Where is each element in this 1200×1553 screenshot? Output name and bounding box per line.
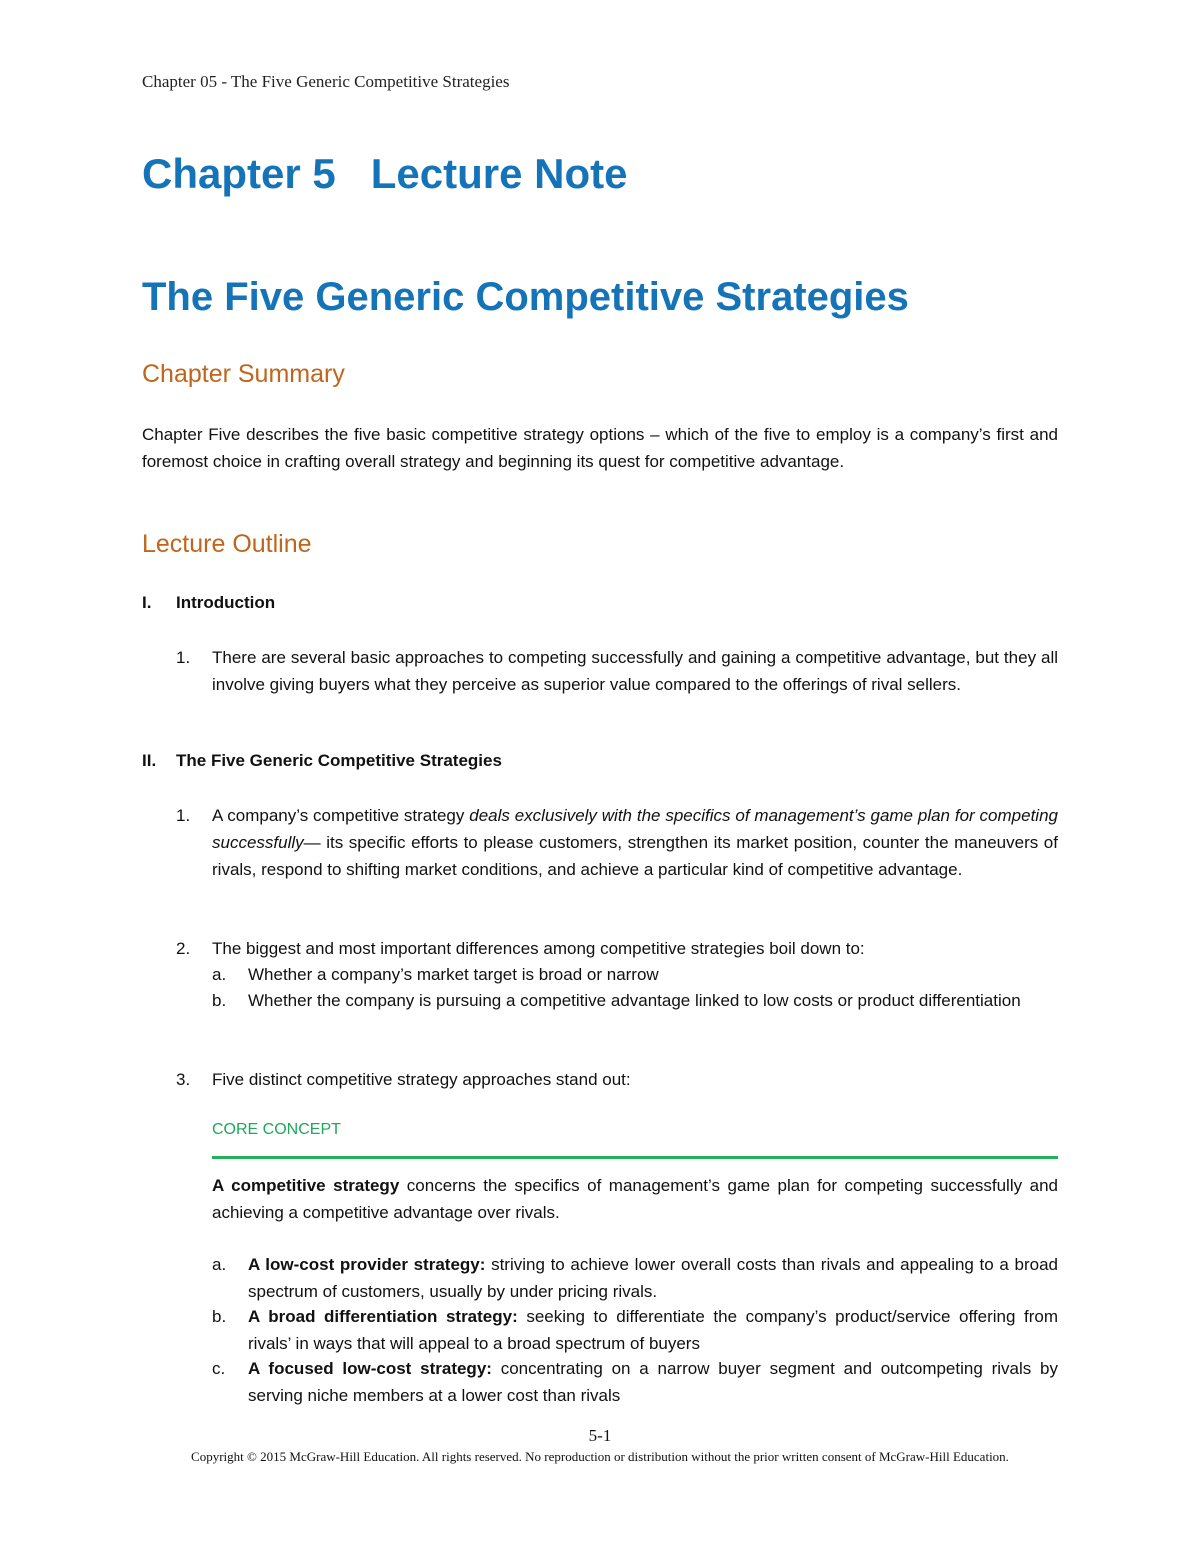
- strategy-item: [212, 1355, 1058, 1409]
- summary-paragraph: Chapter Five describes the five basic competitive strategy options – which of the five to employ is a company’s first and foremost choice in crafting overall strategy and beginning its quest for competitive advantage.: [142, 425, 1058, 471]
- sub-list-item: [212, 961, 1058, 988]
- section-title: The Five Generic Competitive Strategies: [176, 751, 502, 770]
- sub-list-item: [212, 987, 1058, 1014]
- section-number: II.: [142, 751, 157, 770]
- list-letter: a.: [212, 965, 227, 984]
- core-concept-label: CORE CONCEPT: [212, 1121, 341, 1138]
- core-concept-definition: concerns the specifics of management’s game plan for competing successfully and achieving a competitive advantage over rivals.: [212, 1176, 1058, 1222]
- list-letter: b.: [212, 991, 227, 1010]
- core-concept-divider: [212, 1156, 1058, 1159]
- core-concept-text: [212, 1172, 1058, 1226]
- list-item-text: There are several basic approaches to competing successfully and gaining a competitive advantage, but they all involve giving buyers what they perceive as superior value compared to the offerings of rival sellers.: [212, 648, 1058, 694]
- section-introduction: [142, 593, 275, 613]
- section-number: I.: [142, 593, 152, 612]
- list-item: [176, 935, 1058, 962]
- section-title: Introduction: [176, 593, 276, 612]
- emphasis-text: deals exclusively with the specifics of management’s game plan for competing successfully: [212, 806, 1058, 852]
- strategy-name: A low-cost provider strategy:: [248, 1255, 486, 1274]
- list-item-text: The biggest and most important differences among competitive strategies boil down to:: [212, 939, 865, 958]
- list-number: 3.: [176, 1070, 191, 1089]
- running-header: Chapter 05 - The Five Generic Competitive Strategies: [142, 72, 510, 91]
- copyright-notice: Copyright © 2015 McGraw-Hill Education. All rights reserved. No reproduction or distribution without the prior written consent of McGraw-Hill Education.: [191, 1449, 1009, 1464]
- strategy-description: striving to achieve lower overall costs than rivals and appealing to a broad spectrum of customers, usually by under pricing rivals.: [248, 1255, 1058, 1301]
- outline-heading: Lecture Outline: [142, 530, 312, 558]
- strategy-item: [212, 1303, 1058, 1357]
- list-item-text: Whether the company is pursuing a competitive advantage linked to low costs or product differentiation: [248, 991, 1021, 1010]
- summary-heading: Chapter Summary: [142, 360, 345, 388]
- list-item-text: — its specific efforts to please customers, strengthen its market position, counter the maneuvers of rivals, respond to shifting market conditions, and achieve a particular kind of competitive advantage.: [212, 833, 1058, 879]
- strategy-description: seeking to differentiate the company’s product/service offering from rivals’ in ways that will appeal to a broad spectrum of buyers: [248, 1307, 1058, 1353]
- chapter-heading: Chapter 5 Lecture Note: [142, 150, 628, 197]
- list-item-text: A company’s competitive strategy: [212, 806, 470, 825]
- list-number: 1.: [176, 806, 191, 825]
- list-number: 1.: [176, 648, 191, 667]
- list-item-text: Five distinct competitive strategy approaches stand out:: [212, 1070, 631, 1089]
- section-five-strategies: [142, 751, 502, 771]
- list-item: [176, 1066, 1058, 1093]
- page-title: The Five Generic Competitive Strategies: [142, 275, 909, 319]
- list-item-text: Whether a company’s market target is broad or narrow: [248, 965, 659, 984]
- list-letter: b.: [212, 1307, 227, 1326]
- strategy-description: concentrating on a narrow buyer segment and outcompeting rivals by serving niche members at a lower cost than rivals: [248, 1359, 1058, 1405]
- strategy-name: A broad differentiation strategy:: [248, 1307, 518, 1326]
- list-item: [176, 644, 1058, 698]
- core-concept-term: A competitive strategy: [212, 1176, 400, 1195]
- list-letter: c.: [212, 1359, 226, 1378]
- strategy-name: A focused low-cost strategy:: [248, 1359, 492, 1378]
- list-letter: a.: [212, 1255, 227, 1274]
- list-number: 2.: [176, 939, 191, 958]
- page-number: 5-1: [588, 1426, 612, 1445]
- list-item: [176, 802, 1058, 883]
- strategy-item: [212, 1251, 1058, 1305]
